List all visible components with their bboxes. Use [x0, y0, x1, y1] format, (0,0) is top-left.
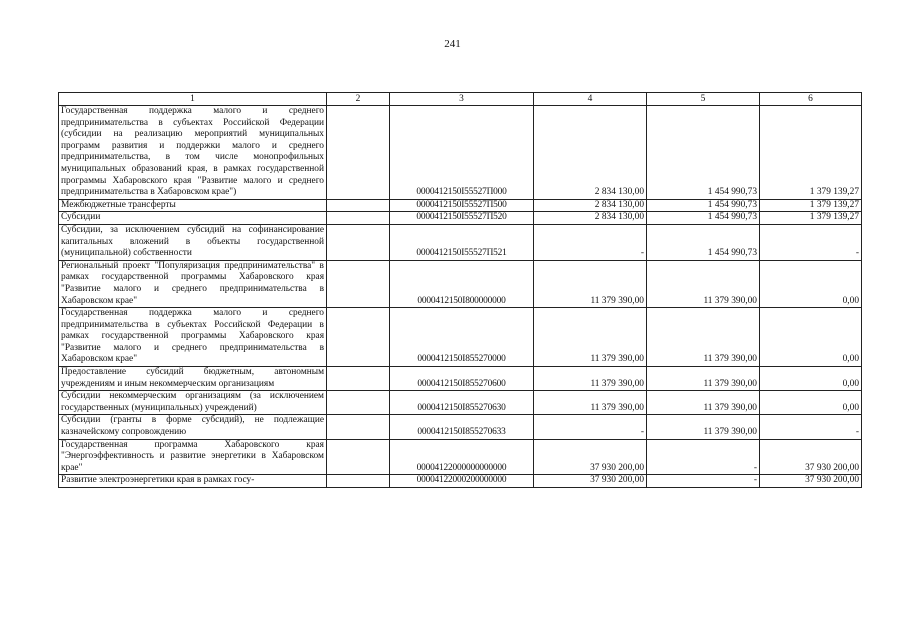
- row-col2: [327, 475, 390, 488]
- row-col2: [327, 260, 390, 307]
- row-name: Государственная поддержка малого и среднего предпринимательства в субъектах Российской Федерации в рамках государственной программы Хабаровского края "Развитие малого и среднего предпринимательства в Хабаровском крае": [59, 308, 327, 367]
- row-name: Субсидии некоммерческим организациям (за исключением государственных (муниципальных) учреждений): [59, 391, 327, 415]
- row-value-6: -: [760, 224, 862, 260]
- table-row: [59, 415, 862, 439]
- row-value-5: 1 454 990,73: [647, 106, 760, 200]
- table-row: [59, 106, 862, 200]
- row-name: Региональный проект "Популяризация предпринимательства" в рамках государственной программы Хабаровского края "Развитие малого и среднего предпринимательства в Хабаровском крае": [59, 260, 327, 307]
- row-value-5: 1 454 990,73: [647, 224, 760, 260]
- row-col2: [327, 439, 390, 475]
- column-header-4: 4: [534, 93, 647, 106]
- row-value-6: 1 379 139,27: [760, 106, 862, 200]
- row-value-6: 37 930 200,00: [760, 475, 862, 488]
- row-code: 0000412150I855270630: [390, 391, 534, 415]
- row-code: 0000412150I855270633: [390, 415, 534, 439]
- table-row: [59, 439, 862, 475]
- row-code: 0000412150I855270000: [390, 308, 534, 367]
- row-value-6: 0,00: [760, 260, 862, 307]
- row-code: 0000412150I55527П000: [390, 106, 534, 200]
- table-row: [59, 367, 862, 391]
- row-value-5: -: [647, 475, 760, 488]
- row-col2: [327, 308, 390, 367]
- row-value-6: 0,00: [760, 367, 862, 391]
- row-value-5: 1 454 990,73: [647, 212, 760, 225]
- row-name: Развитие электроэнергетики края в рамках госу-: [59, 475, 327, 488]
- row-code: 0000412150I855270600: [390, 367, 534, 391]
- row-value-5: 11 379 390,00: [647, 391, 760, 415]
- row-value-4: -: [534, 224, 647, 260]
- row-name: Субсидии: [59, 212, 327, 225]
- row-name: Межбюджетные трансферты: [59, 199, 327, 212]
- row-col2: [327, 367, 390, 391]
- table-body: [59, 106, 862, 488]
- table-row: [59, 391, 862, 415]
- row-code: 0000412150I55527П520: [390, 212, 534, 225]
- row-value-4: -: [534, 415, 647, 439]
- table-row: [59, 212, 862, 225]
- row-name: Субсидии, за исключением субсидий на софинансирование капитальных вложений в объекты государственной (муниципальной) собственности: [59, 224, 327, 260]
- column-header-5: 5: [647, 93, 760, 106]
- column-header-3: 3: [390, 93, 534, 106]
- row-col2: [327, 391, 390, 415]
- row-name: Предоставление субсидий бюджетным, автономным учреждениям и иным некоммерческим организациям: [59, 367, 327, 391]
- row-value-4: 37 930 200,00: [534, 475, 647, 488]
- row-code: 00004122000000000000: [390, 439, 534, 475]
- row-value-5: 1 454 990,73: [647, 199, 760, 212]
- row-value-6: 1 379 139,27: [760, 212, 862, 225]
- row-name: Государственная поддержка малого и среднего предпринимательства в субъектах Российской Федерации (субсидии на реализацию мероприятий муниципальных программ развития и поддержки малого и среднего предпринимательства, в том числе монопрофильных муниципальных образований края, в рамках государственной программы Хабаровского края "Развитие малого и среднего предпринимательства в Хабаровском крае"): [59, 106, 327, 200]
- column-header-6: 6: [760, 93, 862, 106]
- row-value-4: 37 930 200,00: [534, 439, 647, 475]
- row-col2: [327, 224, 390, 260]
- column-header-1: 1: [59, 93, 327, 106]
- row-value-6: 0,00: [760, 308, 862, 367]
- row-value-5: 11 379 390,00: [647, 415, 760, 439]
- row-value-6: 0,00: [760, 391, 862, 415]
- row-name: Субсидии (гранты в форме субсидий), не подлежащие казначейскому сопровождению: [59, 415, 327, 439]
- page-number: 241: [444, 38, 461, 50]
- row-value-4: 11 379 390,00: [534, 391, 647, 415]
- budget-table: [58, 92, 862, 488]
- row-value-6: 1 379 139,27: [760, 199, 862, 212]
- header-row: [59, 93, 862, 106]
- row-value-4: 11 379 390,00: [534, 308, 647, 367]
- row-name: Государственная программа Хабаровского края "Энергоэффективность и развитие энергетики в Хабаровском крае": [59, 439, 327, 475]
- row-col2: [327, 212, 390, 225]
- row-value-4: 11 379 390,00: [534, 367, 647, 391]
- row-value-5: -: [647, 439, 760, 475]
- row-value-4: 2 834 130,00: [534, 212, 647, 225]
- row-code: 0000412150I55527П500: [390, 199, 534, 212]
- table-row: [59, 224, 862, 260]
- row-value-4: 11 379 390,00: [534, 260, 647, 307]
- row-col2: [327, 415, 390, 439]
- row-value-4: 2 834 130,00: [534, 199, 647, 212]
- row-code: 00004122000200000000: [390, 475, 534, 488]
- row-col2: [327, 106, 390, 200]
- table-row: [59, 199, 862, 212]
- table-row: [59, 260, 862, 307]
- row-col2: [327, 199, 390, 212]
- column-header-2: 2: [327, 93, 390, 106]
- row-value-6: 37 930 200,00: [760, 439, 862, 475]
- table-row: [59, 308, 862, 367]
- row-code: 0000412150I800000000: [390, 260, 534, 307]
- row-value-6: -: [760, 415, 862, 439]
- row-value-5: 11 379 390,00: [647, 308, 760, 367]
- row-value-4: 2 834 130,00: [534, 106, 647, 200]
- row-value-5: 11 379 390,00: [647, 367, 760, 391]
- table-row: [59, 475, 862, 488]
- row-code: 0000412150I55527П521: [390, 224, 534, 260]
- row-value-5: 11 379 390,00: [647, 260, 760, 307]
- table-header: [59, 93, 862, 106]
